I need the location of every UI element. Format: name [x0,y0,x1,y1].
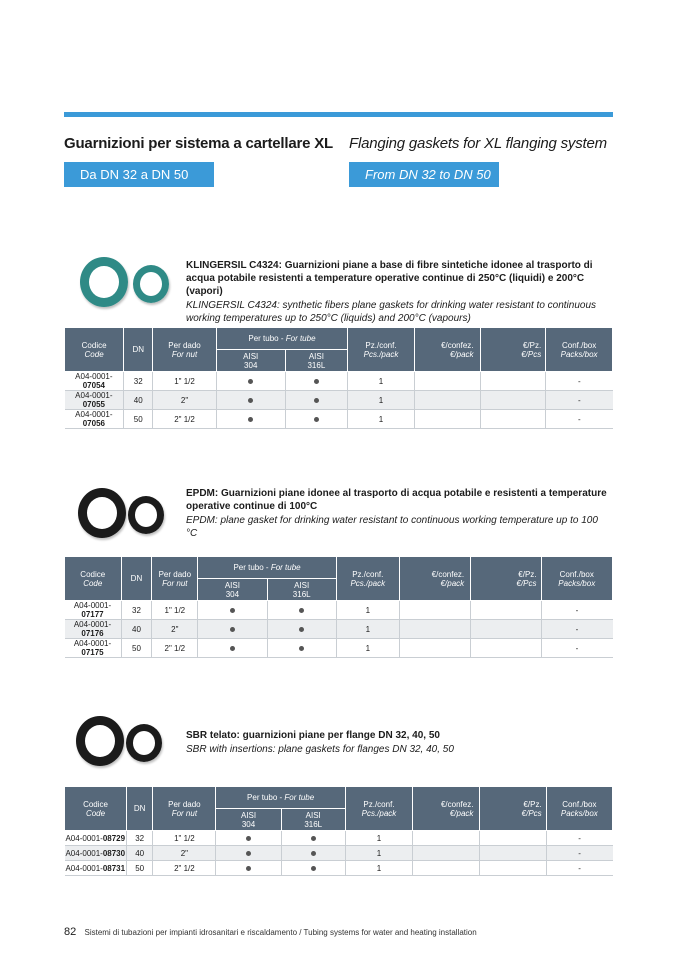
description-en: EPDM: plane gasket for drinking water resistant to continuous working temperature up to 100 °C [186,515,598,539]
col-header-code: Codice Code [65,328,124,372]
footer-text: Sistemi di tubazioni per impianti idrosanitari e riscaldamento / Tubing systems for water and heating installation [84,928,477,937]
eur-pcs-value [480,410,546,429]
col-header-pcs: Pz./conf. Pcs./pack [336,557,399,601]
aisi316-available [285,410,347,429]
product-code: A04-0001-08731 [65,861,127,876]
col-header-aisi304: AISI 304 [216,809,281,831]
col-header-box: Conf./box Packs/box [541,557,612,601]
eur-pack-value [413,846,480,861]
box-value: - [546,372,613,391]
availability-dot-icon [299,608,304,613]
box-value: - [546,391,613,410]
range-badge-en: From DN 32 to DN 50 [349,162,499,187]
availability-dot-icon [314,398,319,403]
page-number: 82 [64,926,77,938]
dn-value: 32 [121,601,152,620]
eur-pack-value [399,620,470,639]
aisi304-available [216,410,285,429]
pcs-value: 1 [345,846,412,861]
aisi316-available [281,846,345,861]
col-header-dn: DN [127,787,153,831]
pcs-value: 1 [345,831,412,846]
aisi316-available [285,372,347,391]
page-title-en: Flanging gaskets for XL flanging system [349,135,607,152]
product-code: A04-0001-08730 [65,846,127,861]
aisi304-available [198,601,267,620]
col-header-eur-pack: €/confez. €/pack [413,787,480,831]
availability-dot-icon [314,417,319,422]
availability-dot-icon [299,627,304,632]
pcs-value: 1 [336,601,399,620]
description-it: EPDM: Guarnizioni piane idonee al trasporto di acqua potabile e resistenti a temperature operative continue di 100°C [186,488,607,512]
aisi316-available [285,391,347,410]
col-header-aisi316: AISI 316L [281,809,345,831]
nut-value: 1" 1/2 [153,372,217,391]
eur-pcs-value [471,639,541,658]
pcs-value: 1 [348,391,415,410]
col-header-aisi304: AISI 304 [198,579,267,601]
aisi304-available [216,372,285,391]
gasket-small-image [133,265,169,303]
nut-value: 2" 1/2 [153,861,216,876]
col-header-eur-pack: €/confez. €/pack [414,328,480,372]
nut-value: 2" 1/2 [153,410,217,429]
availability-dot-icon [248,417,253,422]
table-row [65,601,613,620]
product-code: A04-0001-07177 [65,601,122,620]
description-it: KLINGERSIL C4324: Guarnizioni piane a base di fibre sintetiche idonee al trasporto di acqua potabile resistenti a temperature operative continue di 250°C (liquidi) e 200°C (vapori) [186,260,593,297]
aisi316-available [267,620,336,639]
pcs-value: 1 [348,410,415,429]
nut-value: 1" 1/2 [152,601,198,620]
range-badge-it: Da DN 32 a DN 50 [64,162,214,187]
col-header-pcs: Pz./conf. Pcs./pack [345,787,412,831]
dn-value: 40 [124,391,153,410]
col-header-eur-pcs: €/Pz. €/Pcs [480,787,546,831]
col-header-aisi316: AISI 316L [267,579,336,601]
col-header-tube: Per tubo - For tube [216,787,345,809]
dn-value: 40 [121,620,152,639]
aisi316-available [281,831,345,846]
dn-value: 50 [124,410,153,429]
gasket-large-image [78,488,126,538]
box-value: - [546,846,612,861]
col-header-box: Conf./box Packs/box [546,787,612,831]
description-it: SBR telato: guarnizioni piane per flange DN 32, 40, 50 [186,730,440,741]
eur-pcs-value [480,831,546,846]
aisi304-available [198,639,267,658]
dn-value: 40 [127,846,153,861]
gasket-small-image [128,496,164,534]
col-header-box: Conf./box Packs/box [546,328,613,372]
availability-dot-icon [246,851,251,856]
eur-pack-value [414,391,480,410]
dn-value: 32 [124,372,153,391]
dn-value: 50 [127,861,153,876]
page-footer [64,926,477,938]
aisi304-available [198,620,267,639]
aisi304-available [216,391,285,410]
gasket-large-image [80,257,128,307]
product-description [186,487,611,540]
gasket-small-image [126,724,162,762]
table-row [65,831,613,846]
availability-dot-icon [230,646,235,651]
dn-value: 32 [127,831,153,846]
table-row [65,639,613,658]
aisi304-available [216,831,281,846]
product-code: A04-0001-07056 [65,410,124,429]
col-header-dn: DN [121,557,152,601]
aisi304-available [216,846,281,861]
eur-pcs-value [480,846,546,861]
eur-pcs-value [480,391,546,410]
eur-pack-value [414,410,480,429]
aisi316-available [281,861,345,876]
pcs-value: 1 [336,639,399,658]
table-row [65,372,613,391]
top-accent-bar [64,112,613,117]
availability-dot-icon [246,836,251,841]
col-header-eur-pcs: €/Pz. €/Pcs [480,328,546,372]
col-header-aisi304: AISI 304 [216,350,285,372]
availability-dot-icon [248,398,253,403]
nut-value: 2" [152,620,198,639]
aisi316-available [267,601,336,620]
availability-dot-icon [311,836,316,841]
product-code: A04-0001-07055 [65,391,124,410]
product-table [64,786,613,876]
col-header-aisi316: AISI 316L [285,350,347,372]
gasket-large-image [76,716,124,766]
eur-pack-value [413,831,480,846]
product-description [186,259,611,325]
eur-pcs-value [471,620,541,639]
product-description [186,729,611,756]
availability-dot-icon [248,379,253,384]
product-code: A04-0001-07175 [65,639,122,658]
aisi304-available [216,861,281,876]
product-table [64,327,613,429]
availability-dot-icon [230,608,235,613]
box-value: - [541,639,612,658]
availability-dot-icon [314,379,319,384]
nut-value: 2" 1/2 [152,639,198,658]
availability-dot-icon [311,851,316,856]
pcs-value: 1 [345,861,412,876]
col-header-dn: DN [124,328,153,372]
col-header-nut: Per dado For nut [153,787,216,831]
nut-value: 2" [153,846,216,861]
dn-value: 50 [121,639,152,658]
product-code: A04-0001-07054 [65,372,124,391]
box-value: - [546,831,612,846]
availability-dot-icon [246,866,251,871]
eur-pcs-value [471,601,541,620]
table-row [65,620,613,639]
availability-dot-icon [311,866,316,871]
pcs-value: 1 [348,372,415,391]
col-header-eur-pack: €/confez. €/pack [399,557,470,601]
product-code: A04-0001-08729 [65,831,127,846]
availability-dot-icon [299,646,304,651]
table-row [65,391,613,410]
eur-pcs-value [480,861,546,876]
col-header-nut: Per dado For nut [153,328,217,372]
box-value: - [541,620,612,639]
box-value: - [546,861,612,876]
eur-pack-value [414,372,480,391]
col-header-eur-pcs: €/Pz. €/Pcs [471,557,541,601]
product-code: A04-0001-07176 [65,620,122,639]
page-title-it: Guarnizioni per sistema a cartellare XL [64,135,333,152]
col-header-tube: Per tubo - For tube [216,328,347,350]
pcs-value: 1 [336,620,399,639]
availability-dot-icon [230,627,235,632]
col-header-nut: Per dado For nut [152,557,198,601]
box-value: - [541,601,612,620]
nut-value: 1" 1/2 [153,831,216,846]
table-row [65,861,613,876]
nut-value: 2" [153,391,217,410]
box-value: - [546,410,613,429]
aisi316-available [267,639,336,658]
eur-pack-value [399,601,470,620]
description-en: SBR with insertions: plane gaskets for flanges DN 32, 40, 50 [186,744,454,755]
table-row [65,410,613,429]
col-header-pcs: Pz./conf. Pcs./pack [348,328,415,372]
description-en: KLINGERSIL C4324: synthetic fibers plane gaskets for drinking water resistant to continuous working temperatures up to 250°C (liquids) and 200°C (vapours) [186,300,597,324]
product-table [64,556,613,658]
table-row [65,846,613,861]
col-header-code: Codice Code [65,787,127,831]
eur-pcs-value [480,372,546,391]
col-header-code: Codice Code [65,557,122,601]
eur-pack-value [413,861,480,876]
col-header-tube: Per tubo - For tube [198,557,337,579]
eur-pack-value [399,639,470,658]
